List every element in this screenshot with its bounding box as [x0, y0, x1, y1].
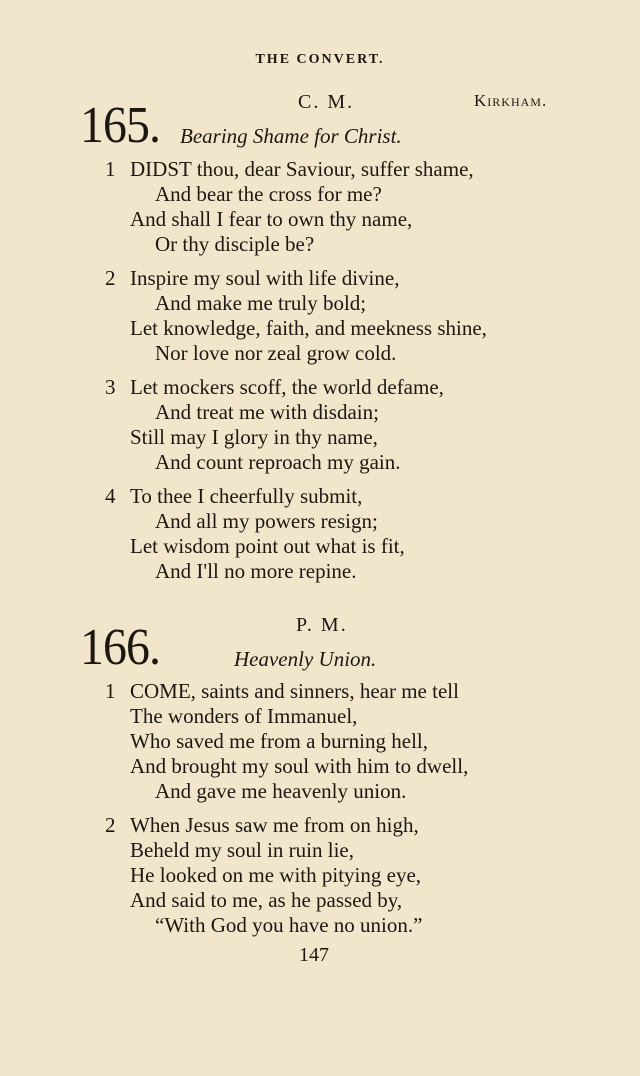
stanza-number: 4: [105, 484, 116, 508]
verse-line: Let knowledge, faith, and meekness shine,: [130, 316, 487, 340]
hymn-title: Bearing Shame for Christ.: [180, 124, 402, 148]
verse-line: He looked on me with pitying eye,: [130, 863, 422, 887]
stanza-number: 1: [105, 157, 116, 181]
verse-line: COME, saints and sinners, hear me tell: [130, 679, 459, 703]
verse-line: And all my powers resign;: [155, 509, 378, 533]
stanza-number: 2: [105, 813, 116, 837]
stanza-number: 1: [105, 679, 116, 703]
verse-line: “With God you have no union.”: [155, 913, 423, 937]
stanza-number: 2: [105, 266, 116, 290]
tune-name: Kirkham.: [474, 91, 548, 110]
hymn-meter: P. M.: [296, 614, 348, 636]
verse-line: And count reproach my gain.: [155, 450, 401, 474]
running-head: THE CONVERT.: [255, 52, 385, 67]
verse-line: Let wisdom point out what is fit,: [130, 534, 405, 558]
verse-line: DIDST thou, dear Saviour, suffer shame,: [130, 157, 474, 181]
stanza-number: 3: [105, 375, 116, 399]
verse-line: And make me truly bold;: [155, 291, 367, 315]
page-number: 147: [299, 944, 329, 966]
verse-line: Beheld my soul in ruin lie,: [130, 838, 354, 862]
verse-line: Still may I glory in thy name,: [130, 425, 378, 449]
verse-line: The wonders of Immanuel,: [130, 704, 358, 728]
hymn-number: 165.: [80, 97, 161, 154]
hymn-title: Heavenly Union.: [234, 647, 377, 671]
verse-line: When Jesus saw me from on high,: [130, 813, 419, 837]
verse-line: And I'll no more repine.: [155, 559, 357, 583]
verse-line: And said to me, as he passed by,: [130, 888, 403, 912]
verse-line: Let mockers scoff, the world defame,: [130, 375, 444, 399]
hymn-number: 166.: [80, 619, 161, 676]
verse-line: And bear the cross for me?: [155, 182, 382, 206]
verse-line: And brought my soul with him to dwell,: [130, 754, 469, 778]
verse-line: Or thy disciple be?: [155, 232, 315, 256]
verse-line: Inspire my soul with life divine,: [130, 266, 400, 290]
verse-line: And treat me with disdain;: [155, 400, 379, 424]
verse-line: And shall I fear to own thy name,: [130, 207, 413, 231]
hymn-meter: C. M.: [298, 91, 355, 113]
verse-line: And gave me heavenly union.: [155, 779, 407, 803]
verse-line: To thee I cheerfully submit,: [130, 484, 363, 508]
verse-line: Who saved me from a burning hell,: [130, 729, 428, 753]
verse-line: Nor love nor zeal grow cold.: [155, 341, 397, 365]
